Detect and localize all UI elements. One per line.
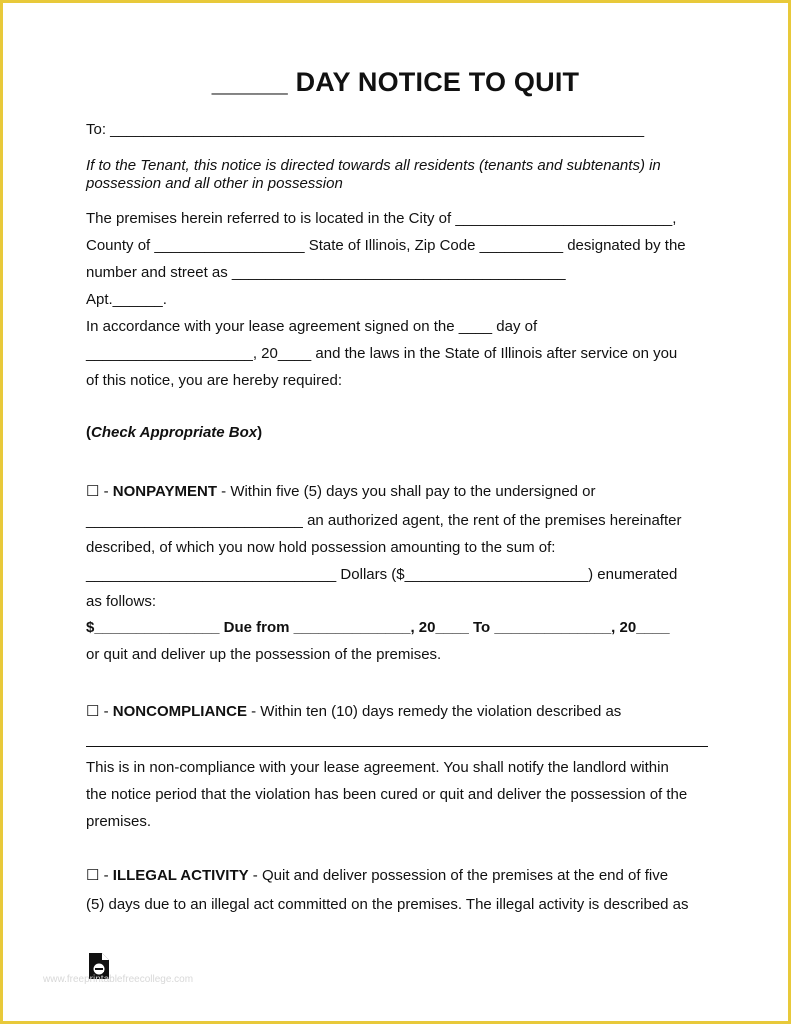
- illegal-dash: -: [99, 867, 113, 884]
- nonpayment-heading: NONPAYMENT: [112, 483, 217, 500]
- premises-line-4: Apt.______.: [86, 291, 167, 308]
- watermark: www.freeprintablefreecollege.com: [43, 974, 194, 985]
- premises-line-5: In accordance with your lease agreement signed on the ____ day of: [86, 318, 538, 335]
- check-heading-text: Check Appropriate Box: [91, 424, 258, 441]
- noncompliance-heading: NONCOMPLIANCE: [112, 703, 247, 720]
- noncompliance-blank-line: [86, 746, 708, 747]
- nonpayment-line-2: described, of which you now hold possession amounting to the sum of:: [86, 539, 556, 556]
- check-heading-close: ): [257, 424, 263, 441]
- to-line: To: ________________________________________________________________: [86, 121, 645, 138]
- nonpayment-due-line: $_______________ Due from ______________, 20____ To ______________, 20____: [86, 619, 670, 636]
- nonpayment-option: [86, 483, 596, 501]
- premises-line-2: County of __________________ State of Illinois, Zip Code __________ designated by the: [86, 237, 686, 254]
- nonpayment-dash: -: [99, 483, 113, 500]
- intro-line-2: possession and all other in possession: [86, 175, 343, 192]
- noncompliance-first: - Within ten (10) days remedy the violation described as: [246, 703, 622, 720]
- nonpayment-last: or quit and deliver up the possession of the premises.: [86, 646, 442, 663]
- illegal-checkbox[interactable]: ☐: [86, 867, 100, 884]
- nonpayment-first: - Within five (5) days you shall pay to the undersigned or: [216, 483, 596, 500]
- nonpayment-line-3: ______________________________ Dollars ($______________________) enumerated: [86, 566, 678, 583]
- check-heading: [86, 424, 262, 442]
- premises-line-1: The premises herein referred to is located in the City of __________________________,: [86, 210, 677, 227]
- noncompliance-checkbox[interactable]: ☐: [86, 703, 100, 720]
- nonpayment-checkbox[interactable]: ☐: [86, 483, 100, 500]
- illegal-line-1: (5) days due to an illegal act committed on the premises. The illegal activity is described as: [86, 896, 689, 913]
- noncompliance-dash: -: [99, 703, 113, 720]
- illegal-first: - Quit and deliver possession of the premises at the end of five: [248, 867, 669, 884]
- document-title: _____ DAY NOTICE TO QUIT: [211, 67, 580, 97]
- noncompliance-line-3: premises.: [86, 813, 152, 830]
- noncompliance-line-1: This is in non-compliance with your lease agreement. You shall notify the landlord within: [86, 759, 669, 776]
- premises-line-7: of this notice, you are hereby required:: [86, 372, 342, 389]
- noncompliance-line-2: the notice period that the violation has been cured or quit and deliver the possession of the: [86, 786, 688, 803]
- premises-line-3: number and street as ________________________________________: [86, 264, 566, 281]
- intro-line-1: If to the Tenant, this notice is directed towards all residents (tenants and subtenants) in: [86, 157, 661, 174]
- nonpayment-line-4: as follows:: [86, 593, 157, 610]
- illegal-heading: ILLEGAL ACTIVITY: [112, 867, 249, 884]
- illegal-option: [86, 867, 668, 885]
- nonpayment-line-1: __________________________ an authorized agent, the rent of the premises hereinafter: [86, 512, 682, 529]
- premises-line-6: ____________________, 20____ and the laws in the State of Illinois after service on you: [86, 345, 678, 362]
- noncompliance-option: [86, 703, 621, 721]
- check-heading-open: (: [86, 424, 91, 441]
